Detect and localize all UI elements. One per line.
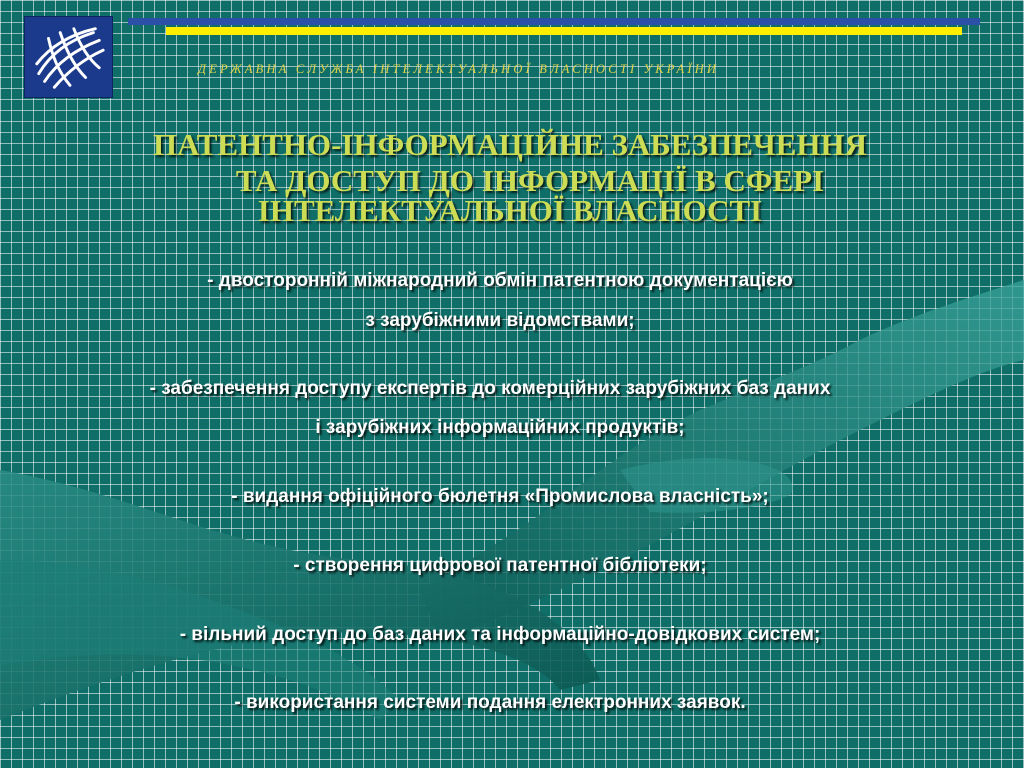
bullet-item: - використання системи подання електронних заявок. xyxy=(234,692,746,713)
globe-grid-logo-icon xyxy=(25,17,112,97)
bullet-item-continuation: з зарубіжними відомствами; xyxy=(365,310,635,331)
title-line-2: ТА ДОСТУП ДО ІНФОРМАЦІЇ В СФЕРІ xyxy=(235,163,825,198)
agency-name: ДЕРЖАВНА СЛУЖБА ІНТЕЛЕКТУАЛЬНОЇ ВЛАСНОСТІ УКРАЇНИ xyxy=(198,62,720,76)
bullet-item: - двосторонній міжнародний обмін патентною документацією xyxy=(207,270,793,291)
slide-title xyxy=(40,127,980,229)
bullet-item: - вільний доступ до баз даних та інформаційно-довідкових систем; xyxy=(179,624,821,645)
bullet-item: - створення цифрової патентної бібліотеки; xyxy=(293,555,707,576)
bullet-item: - видання офіційного бюлетня «Промислова власність»; xyxy=(231,486,769,507)
title-line-1: ПАТЕНТНО-ІНФОРМАЦІЙНЕ ЗАБЕЗПЕЧЕННЯ xyxy=(152,127,868,162)
bullet-item: - забезпечення доступу експертів до комерційних зарубіжних баз даних xyxy=(149,378,831,399)
agency-logo xyxy=(24,16,113,98)
header-accent-bar-blue xyxy=(128,18,980,25)
header-accent-bar-yellow xyxy=(166,27,962,35)
bullet-item-continuation: і зарубіжних інформаційних продуктів; xyxy=(315,417,685,438)
title-line-3: ІНТЕЛЕКТУАЛЬНОЇ ВЛАСНОСТІ xyxy=(257,193,763,228)
